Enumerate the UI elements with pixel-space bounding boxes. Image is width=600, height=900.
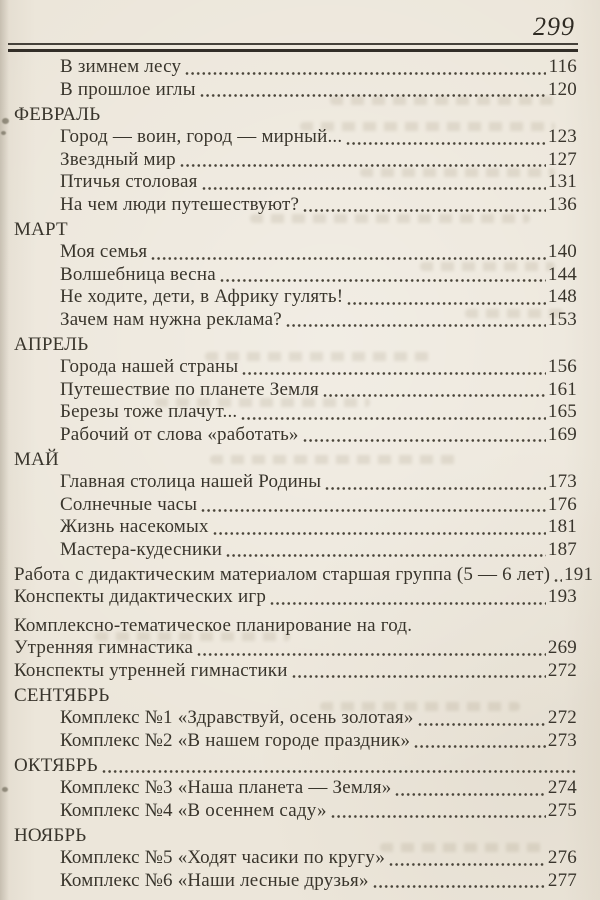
dot-leader	[180, 163, 546, 168]
toc-entry-label: Волшебница весна	[60, 263, 216, 285]
scan-speck	[2, 787, 8, 792]
toc-entry	[14, 286, 577, 309]
toc-entry	[14, 707, 577, 730]
toc-entry-page-number: 272	[547, 707, 577, 728]
scan-speck	[2, 118, 9, 124]
toc-entry-label: В прошлое иглы	[60, 78, 196, 100]
toc-entry-page-number: 156	[547, 356, 577, 377]
toc-entry-page-number: 272	[547, 659, 577, 681]
toc-entry-page-number: 187	[547, 538, 577, 560]
toc-entry-label: НОЯБРЬ	[14, 824, 87, 846]
dot-leader	[395, 792, 546, 797]
toc-entry-page-number: 193	[547, 586, 577, 607]
toc-entry-page-number: 274	[547, 777, 577, 798]
toc-entry	[14, 149, 577, 172]
toc-entry	[14, 516, 577, 539]
dot-leader	[151, 256, 546, 261]
toc-entry-page-number: 153	[547, 308, 577, 330]
toc-entry-label: Зачем нам нужна реклама?	[60, 308, 282, 330]
toc-entry-label: Жизнь насекомых	[60, 516, 209, 537]
toc-entry	[14, 264, 577, 287]
toc-entry-label: Главная столица нашей Родины	[60, 471, 322, 492]
toc-entry-label: Комплекс №5 «Ходят часики по кругу»	[60, 847, 386, 868]
dot-leader	[270, 601, 546, 606]
toc-entry-label: Птичья столовая	[60, 171, 198, 192]
toc-entry-label: ФЕВРАЛЬ	[14, 103, 101, 125]
toc-entry-page-number: 165	[547, 401, 577, 422]
toc-entry	[14, 660, 577, 683]
toc-entry	[14, 563, 594, 587]
toc-entry-page-number: 136	[547, 193, 577, 215]
toc-entry-label: Города нашей страны	[60, 356, 239, 377]
toc-heading	[14, 615, 577, 638]
dot-leader	[389, 862, 546, 867]
toc-entry-label: В зимнем лесу	[60, 56, 182, 77]
toc-entry-page-number: 123	[547, 126, 577, 147]
toc-entry-page-number: 120	[547, 78, 577, 100]
toc-entry	[14, 379, 577, 402]
toc-entry-page-number: 116	[548, 56, 577, 77]
dot-leader	[226, 553, 546, 558]
toc-entry-label: МАРТ	[14, 218, 68, 240]
dot-leader	[201, 508, 546, 513]
dot-leader	[185, 71, 546, 76]
dot-leader	[202, 186, 546, 191]
toc-entry	[14, 126, 577, 149]
toc-entry-label: АПРЕЛЬ	[14, 333, 89, 355]
toc-entry	[14, 539, 577, 562]
toc-heading	[14, 755, 577, 778]
toc-heading	[14, 825, 577, 848]
scan-speck	[1, 131, 6, 135]
toc-entry-page-number: 275	[547, 799, 577, 821]
toc-heading	[14, 449, 577, 472]
toc-entry-label: СЕНТЯБРЬ	[14, 684, 110, 706]
toc-entry-label: ОКТЯБРЬ	[14, 754, 98, 776]
toc-entry-label: Комплекс №1 «Здравствуй, осень золотая»	[60, 707, 414, 728]
dot-leader	[242, 371, 546, 376]
toc-entry-page-number: 161	[547, 378, 577, 400]
toc-entry-page-number: 191	[564, 563, 594, 585]
page-left-edge-shading	[0, 0, 9, 900]
toc-heading	[14, 104, 577, 127]
dot-leader	[102, 769, 576, 774]
toc-entry-label: Рабочий от слова «работать»	[60, 423, 299, 445]
toc-entry-label: Путешествие по планете Земля	[60, 378, 319, 400]
toc-entry	[14, 586, 577, 609]
dot-leader	[325, 486, 546, 491]
toc-entry	[14, 56, 577, 79]
toc-entry	[14, 424, 577, 447]
toc-entry-page-number: 169	[547, 423, 577, 445]
toc-entry	[14, 401, 577, 424]
dot-leader	[303, 208, 546, 213]
toc-entry-label: Работа с дидактическим материалом старшая группа (5 — 6 лет)	[14, 563, 551, 585]
toc-entry-page-number: 173	[547, 471, 577, 492]
toc-entry	[14, 777, 577, 800]
dot-leader	[286, 323, 546, 328]
dot-leader	[347, 301, 546, 306]
toc-entry	[14, 356, 577, 379]
toc-heading	[14, 334, 577, 357]
toc-entry-label: МАЙ	[14, 448, 59, 470]
toc-entry-page-number: 131	[547, 171, 577, 192]
toc-entry	[14, 309, 577, 332]
toc-entry-page-number: 273	[547, 729, 577, 751]
toc-entry-label: Город — воин, город — мирный...	[60, 126, 343, 147]
toc-entry	[14, 471, 577, 494]
toc-entry-label: Комплекс №4 «В осеннем саду»	[60, 799, 327, 821]
toc-entry-label: Утренняя гимнастика	[14, 637, 194, 658]
toc-entry-page-number: 140	[547, 241, 577, 262]
toc-entry-label: Не ходите, дети, в Африку гулять!	[60, 286, 344, 307]
toc-entry-label: Березы тоже плачут...	[60, 401, 238, 422]
page-number: 299	[533, 12, 575, 41]
toc-entry-page-number: 181	[547, 516, 577, 537]
toc-heading	[14, 685, 577, 708]
toc-entry-label: Солнечные часы	[60, 493, 198, 515]
dot-leader	[197, 652, 546, 657]
toc-entry	[14, 171, 577, 194]
dot-leader	[292, 674, 546, 679]
toc-entry-label: Конспекты утренней гимнастики	[14, 659, 288, 681]
dot-leader	[241, 416, 546, 421]
dot-leader	[346, 141, 546, 146]
toc-entry	[14, 847, 577, 870]
toc-entry	[14, 730, 577, 753]
toc-entry	[14, 800, 577, 823]
toc-entry-label: Конспекты дидактических игр	[14, 586, 267, 607]
toc-entry-label: Комплекс №2 «В нашем городе праздник»	[60, 729, 411, 751]
toc-entry-page-number: 127	[547, 148, 577, 170]
toc-entry	[14, 194, 577, 217]
toc-entry-page-number: 276	[547, 847, 577, 868]
toc-entry	[14, 637, 577, 660]
toc-entry-label: Звездный мир	[60, 148, 176, 170]
dot-leader	[373, 884, 546, 889]
header-double-rule	[8, 43, 578, 52]
toc-entry-page-number: 176	[547, 493, 577, 515]
toc-entry-label: Комплексно-тематическое планирование на год.	[14, 614, 413, 636]
toc-entry	[14, 870, 577, 893]
toc-entry-page-number: 148	[547, 286, 577, 307]
toc-entry	[14, 494, 577, 517]
dot-leader	[331, 814, 546, 819]
toc-entry-page-number: 269	[547, 637, 577, 658]
dot-leader	[200, 93, 546, 98]
toc-entry-label: На чем люди путешествуют?	[60, 193, 300, 215]
toc-entry-label: Комплекс №6 «Наши лесные друзья»	[60, 869, 369, 891]
toc-entry-label: Моя семья	[60, 241, 148, 262]
table-of-contents	[14, 56, 594, 892]
toc-entry	[14, 79, 577, 102]
toc-entry-page-number: 144	[547, 263, 577, 285]
dot-leader	[414, 744, 546, 749]
dot-leader	[418, 722, 546, 727]
dot-leader	[303, 438, 546, 443]
dot-leader	[220, 278, 546, 283]
toc-heading	[14, 219, 577, 242]
dot-leader	[554, 578, 562, 583]
toc-entry-label: Комплекс №3 «Наша планета — Земля»	[60, 777, 392, 798]
dot-leader	[323, 393, 546, 398]
toc-entry-label: Мастера-кудесники	[60, 538, 223, 560]
toc-entry	[14, 241, 577, 264]
dot-leader	[213, 531, 546, 536]
toc-entry-page-number: 277	[547, 869, 577, 891]
